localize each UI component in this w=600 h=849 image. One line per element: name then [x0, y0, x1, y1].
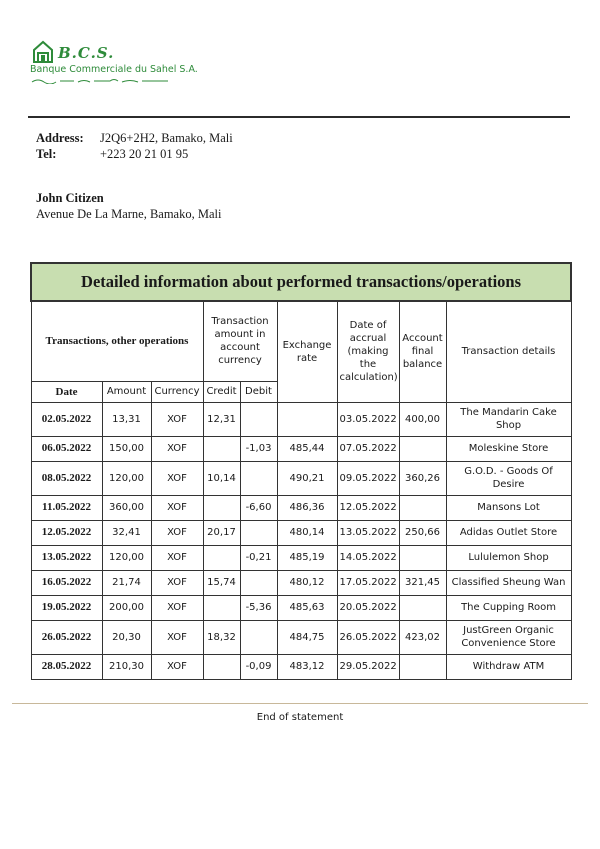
currency-cell: XOF: [151, 620, 203, 654]
balance-cell: 360,26: [399, 461, 446, 495]
header-amount-in-account: Transaction amount in account currency: [203, 301, 277, 381]
amount-cell: 210,30: [102, 654, 151, 679]
details-cell: Lululemon Shop: [446, 545, 571, 570]
balance-cell: [399, 436, 446, 461]
transactions-body: [31, 402, 571, 679]
exchange-rate-cell: 485,44: [277, 436, 337, 461]
header-accrual-date: Date of accrual (making the calculation): [337, 301, 399, 402]
exchange-rate-cell: 480,12: [277, 570, 337, 595]
currency-cell: XOF: [151, 570, 203, 595]
accrual-date-cell: 12.05.2022: [337, 495, 399, 520]
credit-cell: [203, 654, 240, 679]
exchange-rate-cell: 485,19: [277, 545, 337, 570]
details-cell: Mansons Lot: [446, 495, 571, 520]
credit-cell: 10,14: [203, 461, 240, 495]
header-currency: Currency: [151, 381, 203, 402]
date-cell: 13.05.2022: [31, 545, 102, 570]
accrual-date-cell: 17.05.2022: [337, 570, 399, 595]
date-cell: 19.05.2022: [31, 595, 102, 620]
credit-cell: 18,32: [203, 620, 240, 654]
tel-label: Tel:: [36, 147, 57, 161]
footer-divider: [12, 703, 588, 704]
table-row: [31, 402, 571, 436]
header-debit: Debit: [240, 381, 277, 402]
accrual-date-cell: 13.05.2022: [337, 520, 399, 545]
amount-cell: 13,31: [102, 402, 151, 436]
amount-cell: 360,00: [102, 495, 151, 520]
customer-address: Avenue De La Marne, Bamako, Mali: [36, 207, 222, 221]
details-cell: JustGreen Organic Convenience Store: [446, 620, 571, 654]
credit-cell: [203, 495, 240, 520]
debit-cell: -0,21: [240, 545, 277, 570]
currency-cell: XOF: [151, 461, 203, 495]
exchange-rate-cell: 490,21: [277, 461, 337, 495]
exchange-rate-cell: 485,63: [277, 595, 337, 620]
exchange-rate-cell: [277, 402, 337, 436]
table-row: [31, 495, 571, 520]
date-cell: 11.05.2022: [31, 495, 102, 520]
amount-cell: 150,00: [102, 436, 151, 461]
currency-cell: XOF: [151, 495, 203, 520]
table-row: [31, 620, 571, 654]
details-cell: Classified Sheung Wan: [446, 570, 571, 595]
transactions-table-wrapper: [30, 262, 570, 680]
balance-cell: [399, 495, 446, 520]
header-final-balance: Account final balance: [399, 301, 446, 402]
table-row: [31, 595, 571, 620]
bank-logo: [28, 38, 208, 94]
balance-cell: 250,66: [399, 520, 446, 545]
debit-cell: -5,36: [240, 595, 277, 620]
amount-cell: 120,00: [102, 461, 151, 495]
header-details: Transaction details: [446, 301, 571, 402]
table-row: [31, 570, 571, 595]
credit-cell: 20,17: [203, 520, 240, 545]
date-cell: 12.05.2022: [31, 520, 102, 545]
debit-cell: [240, 520, 277, 545]
header-credit: Credit: [203, 381, 240, 402]
date-cell: 28.05.2022: [31, 654, 102, 679]
bank-contact-block: [36, 130, 233, 162]
balance-cell: [399, 595, 446, 620]
accrual-date-cell: 20.05.2022: [337, 595, 399, 620]
date-cell: 02.05.2022: [31, 402, 102, 436]
currency-cell: XOF: [151, 654, 203, 679]
accrual-date-cell: 26.05.2022: [337, 620, 399, 654]
debit-cell: [240, 570, 277, 595]
table-row: [31, 654, 571, 679]
accrual-date-cell: 09.05.2022: [337, 461, 399, 495]
currency-cell: XOF: [151, 402, 203, 436]
details-cell: Moleskine Store: [446, 436, 571, 461]
credit-cell: 12,31: [203, 402, 240, 436]
accrual-date-cell: 29.05.2022: [337, 654, 399, 679]
details-cell: Adidas Outlet Store: [446, 520, 571, 545]
currency-cell: XOF: [151, 520, 203, 545]
exchange-rate-cell: 483,12: [277, 654, 337, 679]
amount-cell: 200,00: [102, 595, 151, 620]
debit-cell: [240, 461, 277, 495]
customer-name: John Citizen: [36, 191, 104, 205]
date-cell: 08.05.2022: [31, 461, 102, 495]
date-cell: 06.05.2022: [31, 436, 102, 461]
currency-cell: XOF: [151, 436, 203, 461]
table-row: [31, 436, 571, 461]
header-exchange-rate: Exchange rate: [277, 301, 337, 402]
header-divider: [28, 116, 570, 118]
table-row: [31, 520, 571, 545]
details-cell: The Cupping Room: [446, 595, 571, 620]
exchange-rate-cell: 480,14: [277, 520, 337, 545]
balance-cell: 321,45: [399, 570, 446, 595]
exchange-rate-cell: 484,75: [277, 620, 337, 654]
table-row: [31, 545, 571, 570]
details-cell: The Mandarin Cake Shop: [446, 402, 571, 436]
amount-cell: 21,74: [102, 570, 151, 595]
transactions-table: [30, 262, 572, 680]
accrual-date-cell: 07.05.2022: [337, 436, 399, 461]
balance-cell: [399, 654, 446, 679]
debit-cell: [240, 402, 277, 436]
balance-cell: [399, 545, 446, 570]
credit-cell: [203, 436, 240, 461]
date-cell: 26.05.2022: [31, 620, 102, 654]
accrual-date-cell: 03.05.2022: [337, 402, 399, 436]
accrual-date-cell: 14.05.2022: [337, 545, 399, 570]
credit-cell: [203, 545, 240, 570]
amount-cell: 120,00: [102, 545, 151, 570]
debit-cell: -6,60: [240, 495, 277, 520]
bank-abbreviation: B.C.S.: [58, 44, 115, 62]
currency-cell: XOF: [151, 545, 203, 570]
bank-arabic-script-graphic: [30, 78, 170, 84]
credit-cell: [203, 595, 240, 620]
debit-cell: -0,09: [240, 654, 277, 679]
details-cell: G.O.D. - Goods Of Desire: [446, 461, 571, 495]
credit-cell: 15,74: [203, 570, 240, 595]
amount-cell: 20,30: [102, 620, 151, 654]
bank-name: Banque Commerciale du Sahel S.A.: [30, 64, 198, 75]
bank-logo-icon: [32, 40, 54, 64]
details-cell: Withdraw ATM: [446, 654, 571, 679]
debit-cell: [240, 620, 277, 654]
exchange-rate-cell: 486,36: [277, 495, 337, 520]
balance-cell: 400,00: [399, 402, 446, 436]
table-title: Detailed information about performed transactions/operations: [31, 263, 571, 301]
table-row: [31, 461, 571, 495]
debit-cell: -1,03: [240, 436, 277, 461]
balance-cell: 423,02: [399, 620, 446, 654]
tel-value: +223 20 21 01 95: [100, 147, 189, 161]
end-of-statement: End of statement: [256, 712, 344, 723]
amount-cell: 32,41: [102, 520, 151, 545]
header-date: Date: [31, 381, 102, 402]
address-label: Address:: [36, 131, 84, 145]
header-amount: Amount: [102, 381, 151, 402]
customer-block: [36, 190, 221, 222]
date-cell: 16.05.2022: [31, 570, 102, 595]
address-value: J2Q6+2H2, Bamako, Mali: [100, 131, 233, 145]
currency-cell: XOF: [151, 595, 203, 620]
header-transactions: Transactions, other operations: [31, 301, 203, 381]
